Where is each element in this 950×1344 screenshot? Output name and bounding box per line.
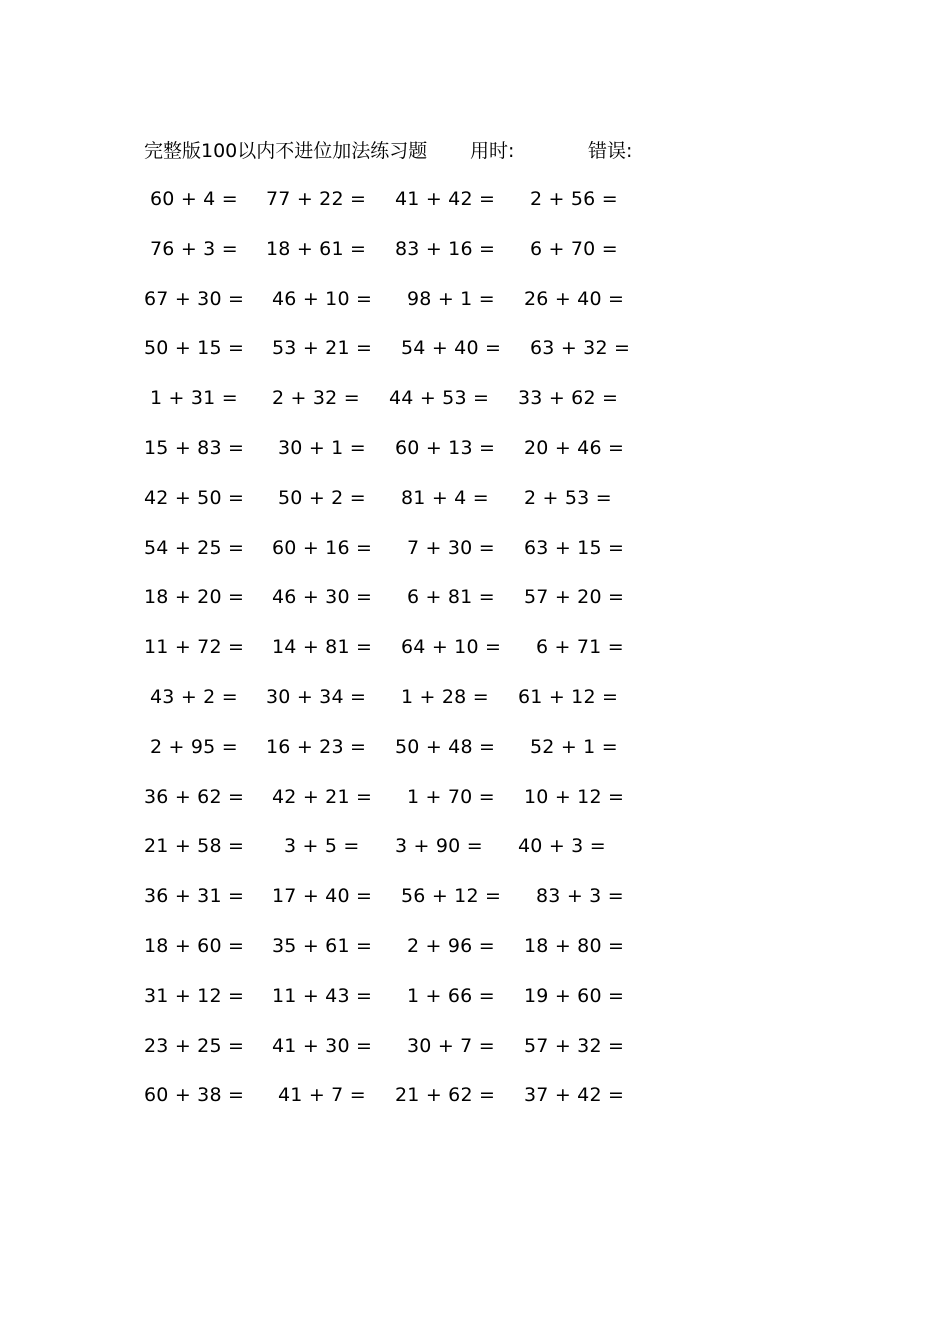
addition-problem: 21 + 58 =	[144, 835, 245, 858]
problem-row	[0, 732, 950, 782]
worksheet-header	[144, 136, 704, 166]
problem-row	[0, 433, 950, 483]
addition-problem: 37 + 42 =	[524, 1084, 625, 1107]
addition-problem: 15 + 83 =	[144, 436, 245, 459]
addition-problem: 83 + 3 =	[536, 885, 624, 908]
addition-problem: 77 + 22 =	[266, 188, 367, 210]
addition-problem: 41 + 42 =	[395, 188, 496, 210]
addition-problem: 6 + 71 =	[536, 636, 624, 659]
addition-problem: 2 + 96 =	[407, 934, 495, 957]
problem-row	[0, 682, 950, 732]
addition-problem: 46 + 30 =	[272, 586, 373, 609]
addition-problem: 20 + 46 =	[524, 436, 625, 459]
addition-problem: 63 + 32 =	[530, 337, 631, 360]
addition-problem: 60 + 13 =	[395, 436, 496, 459]
addition-problem: 1 + 70 =	[407, 785, 495, 808]
addition-problem: 2 + 95 =	[150, 735, 238, 758]
addition-problem: 33 + 62 =	[518, 387, 619, 410]
addition-problem: 18 + 80 =	[524, 934, 625, 957]
addition-problem: 2 + 53 =	[524, 486, 612, 509]
problem-row	[0, 782, 950, 832]
addition-problem: 61 + 12 =	[518, 685, 619, 708]
addition-problem: 18 + 61 =	[266, 237, 367, 260]
addition-problem: 2 + 32 =	[272, 387, 360, 410]
addition-problem: 50 + 2 =	[278, 486, 366, 509]
addition-problem: 14 + 81 =	[272, 636, 373, 659]
addition-problem: 1 + 31 =	[150, 387, 238, 410]
addition-problem: 18 + 60 =	[144, 934, 245, 957]
addition-problem: 42 + 50 =	[144, 486, 245, 509]
addition-problem: 30 + 1 =	[278, 436, 366, 459]
worksheet-title: 完整版100以内不进位加法练习题	[144, 140, 428, 162]
problem-row	[0, 582, 950, 632]
addition-problem: 10 + 12 =	[524, 785, 625, 808]
addition-problem: 41 + 30 =	[272, 1034, 373, 1057]
problem-row	[0, 931, 950, 981]
addition-problem: 63 + 15 =	[524, 536, 625, 559]
problem-row	[0, 383, 950, 433]
addition-problem: 57 + 32 =	[524, 1034, 625, 1057]
addition-problem: 50 + 48 =	[395, 735, 496, 758]
problem-row	[0, 333, 950, 383]
problem-row	[0, 483, 950, 533]
addition-problem: 11 + 72 =	[144, 636, 245, 659]
problem-row	[0, 1031, 950, 1081]
addition-problem: 64 + 10 =	[401, 636, 502, 659]
addition-problem: 23 + 25 =	[144, 1034, 245, 1057]
addition-problem: 41 + 7 =	[278, 1084, 366, 1107]
addition-problem: 67 + 30 =	[144, 287, 245, 310]
problem-row	[0, 632, 950, 682]
addition-problem: 83 + 16 =	[395, 237, 496, 260]
error-label: 错误:	[588, 140, 633, 162]
addition-problem: 6 + 70 =	[530, 237, 618, 260]
problem-row	[0, 284, 950, 334]
addition-problem: 52 + 1 =	[530, 735, 618, 758]
addition-problem: 98 + 1 =	[407, 287, 495, 310]
addition-problem: 18 + 20 =	[144, 586, 245, 609]
addition-problem: 53 + 21 =	[272, 337, 373, 360]
addition-problem: 57 + 20 =	[524, 586, 625, 609]
problem-grid	[0, 184, 950, 1130]
problem-row	[0, 831, 950, 881]
addition-problem: 56 + 12 =	[401, 885, 502, 908]
addition-problem: 54 + 25 =	[144, 536, 245, 559]
addition-problem: 1 + 28 =	[401, 685, 489, 708]
addition-problem: 36 + 62 =	[144, 785, 245, 808]
problem-row	[0, 1080, 950, 1130]
addition-problem: 16 + 23 =	[266, 735, 367, 758]
addition-problem: 60 + 38 =	[144, 1084, 245, 1107]
addition-problem: 36 + 31 =	[144, 885, 245, 908]
addition-problem: 1 + 66 =	[407, 984, 495, 1007]
addition-problem: 26 + 40 =	[524, 287, 625, 310]
addition-problem: 46 + 10 =	[272, 287, 373, 310]
problem-row	[0, 184, 950, 234]
addition-problem: 44 + 53 =	[389, 387, 490, 410]
addition-problem: 30 + 7 =	[407, 1034, 495, 1057]
problem-row	[0, 981, 950, 1031]
addition-problem: 3 + 5 =	[284, 835, 360, 858]
time-label: 用时:	[470, 140, 515, 162]
addition-problem: 30 + 34 =	[266, 685, 367, 708]
addition-problem: 2 + 56 =	[530, 188, 618, 210]
addition-problem: 50 + 15 =	[144, 337, 245, 360]
problem-row	[0, 881, 950, 931]
problem-row	[0, 533, 950, 583]
addition-problem: 31 + 12 =	[144, 984, 245, 1007]
addition-problem: 60 + 16 =	[272, 536, 373, 559]
addition-problem: 6 + 81 =	[407, 586, 495, 609]
addition-problem: 81 + 4 =	[401, 486, 489, 509]
addition-problem: 42 + 21 =	[272, 785, 373, 808]
addition-problem: 11 + 43 =	[272, 984, 373, 1007]
addition-problem: 40 + 3 =	[518, 835, 606, 858]
addition-problem: 35 + 61 =	[272, 934, 373, 957]
addition-problem: 54 + 40 =	[401, 337, 502, 360]
addition-problem: 3 + 90 =	[395, 835, 483, 858]
addition-problem: 60 + 4 =	[150, 188, 238, 210]
addition-problem: 21 + 62 =	[395, 1084, 496, 1107]
addition-problem: 76 + 3 =	[150, 237, 238, 260]
addition-problem: 17 + 40 =	[272, 885, 373, 908]
addition-problem: 7 + 30 =	[407, 536, 495, 559]
addition-problem: 19 + 60 =	[524, 984, 625, 1007]
addition-problem: 43 + 2 =	[150, 685, 238, 708]
problem-row	[0, 234, 950, 284]
